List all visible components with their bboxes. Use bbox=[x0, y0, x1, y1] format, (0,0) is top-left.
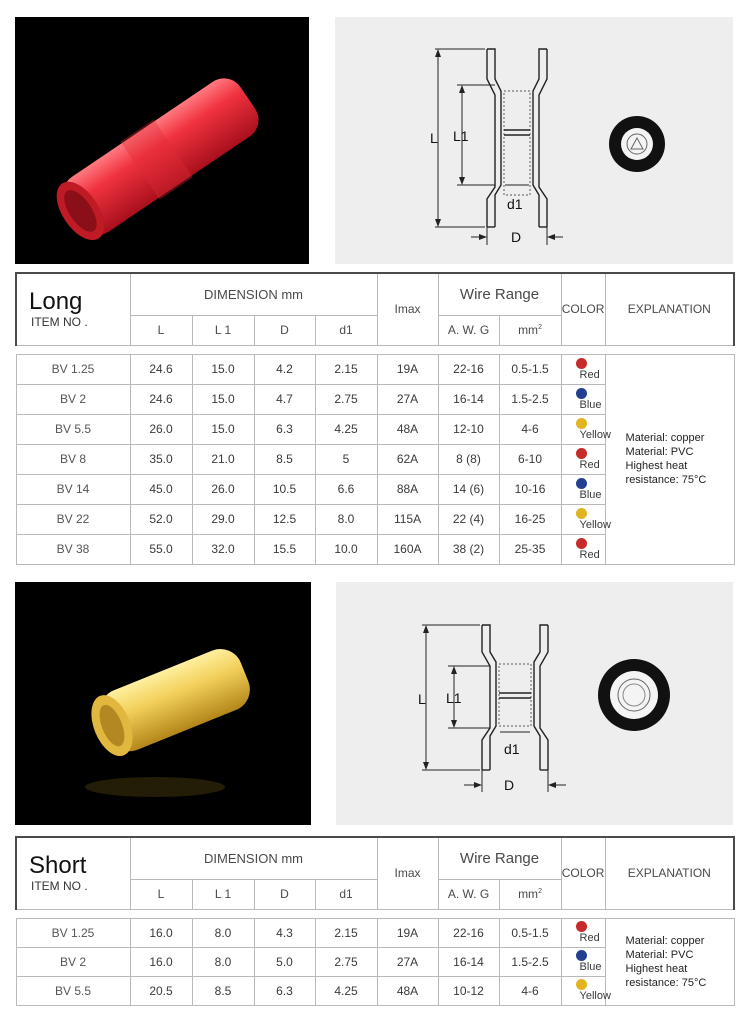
cell-l: 24.6 bbox=[130, 354, 192, 384]
label-L: L bbox=[418, 691, 426, 707]
imax-header: Imax bbox=[377, 273, 438, 345]
spec-table-long bbox=[15, 272, 735, 565]
dimension-header: DIMENSION mm bbox=[130, 273, 377, 315]
explanation-cell bbox=[605, 354, 734, 564]
technical-drawing-short bbox=[336, 582, 733, 825]
color-dot-icon bbox=[576, 979, 587, 990]
color-dot-icon bbox=[576, 478, 587, 489]
color-cell bbox=[561, 444, 605, 474]
cell-mm2: 1.5-2.5 bbox=[499, 947, 561, 976]
cell-d1: 2.75 bbox=[315, 384, 377, 414]
cell-l: 24.6 bbox=[130, 384, 192, 414]
imax-header: Imax bbox=[377, 837, 438, 909]
cell-l: 45.0 bbox=[130, 474, 192, 504]
cell-d1: 4.25 bbox=[315, 414, 377, 444]
cell-imax: 19A bbox=[377, 354, 438, 384]
section-title: Short bbox=[29, 852, 87, 880]
label-d1: d1 bbox=[507, 196, 523, 212]
cell-imax: 88A bbox=[377, 474, 438, 504]
color-cell bbox=[561, 504, 611, 534]
item-cell: BV 2 bbox=[16, 384, 130, 414]
explanation-line: resistance: 75°C bbox=[625, 474, 707, 486]
col-d1: d1 bbox=[315, 879, 377, 909]
color-dot-icon bbox=[576, 921, 587, 932]
spec-table-short bbox=[15, 836, 735, 1006]
item-cell: BV 2 bbox=[16, 947, 130, 976]
cell-awg: 10-12 bbox=[438, 976, 499, 1005]
color-label: Blue bbox=[579, 398, 602, 411]
cell-d1: 5 bbox=[315, 444, 377, 474]
col-D: D bbox=[254, 879, 315, 909]
cell-awg: 22 (4) bbox=[438, 504, 499, 534]
item-cell: BV 5.5 bbox=[16, 414, 130, 444]
label-L: L bbox=[430, 130, 438, 146]
color-label: Red bbox=[579, 458, 600, 471]
cell-l1: 32.0 bbox=[192, 534, 254, 564]
explanation-line: Material: copper bbox=[625, 934, 705, 947]
item-cell: BV 14 bbox=[16, 474, 130, 504]
cell-l1: 15.0 bbox=[192, 384, 254, 414]
color-label: Red bbox=[579, 932, 600, 944]
cell-imax: 48A bbox=[377, 976, 438, 1005]
cell-d: 10.5 bbox=[254, 474, 315, 504]
cell-imax: 62A bbox=[377, 444, 438, 474]
color-dot-icon bbox=[576, 950, 587, 961]
color-cell bbox=[561, 976, 611, 1005]
cell-awg: 22-16 bbox=[438, 354, 499, 384]
cell-mm2: 0.5-1.5 bbox=[499, 354, 561, 384]
color-dot-icon bbox=[576, 418, 587, 429]
color-header: COLOR bbox=[561, 837, 605, 909]
explanation-line: resistance: 75°C bbox=[625, 976, 707, 989]
cell-mm2: 6-10 bbox=[499, 444, 561, 474]
product-photo-red-connector bbox=[15, 17, 309, 264]
cell-d: 4.2 bbox=[254, 354, 315, 384]
item-no-header bbox=[16, 837, 130, 909]
col-L: L bbox=[130, 315, 192, 345]
color-label: Yellow bbox=[579, 428, 611, 441]
color-dot-icon bbox=[576, 538, 587, 549]
cell-l1: 29.0 bbox=[192, 504, 254, 534]
item-cell: BV 8 bbox=[16, 444, 130, 474]
explanation-header: EXPLANATION bbox=[605, 837, 734, 909]
cell-mm2: 16-25 bbox=[499, 504, 561, 534]
cell-imax: 27A bbox=[377, 947, 438, 976]
color-cell bbox=[561, 534, 605, 564]
color-cell bbox=[561, 918, 605, 947]
cell-l1: 8.0 bbox=[192, 918, 254, 947]
cell-l: 16.0 bbox=[130, 918, 192, 947]
cell-d1: 10.0 bbox=[315, 534, 377, 564]
cell-imax: 48A bbox=[377, 414, 438, 444]
end-view-icon bbox=[598, 659, 670, 731]
cell-mm2: 0.5-1.5 bbox=[499, 918, 561, 947]
color-label: Blue bbox=[579, 961, 602, 973]
color-dot-icon bbox=[576, 508, 587, 519]
cell-mm2: 25-35 bbox=[499, 534, 561, 564]
cell-imax: 115A bbox=[377, 504, 438, 534]
explanation-line: Material: PVC bbox=[625, 948, 694, 961]
cell-l1: 8.0 bbox=[192, 947, 254, 976]
cell-d1: 6.6 bbox=[315, 474, 377, 504]
item-cell: BV 22 bbox=[16, 504, 130, 534]
item-cell: BV 38 bbox=[16, 534, 130, 564]
mm-label: mm bbox=[518, 323, 539, 337]
mm-superscript: 2 bbox=[538, 888, 542, 895]
color-label: Yellow bbox=[579, 990, 611, 1002]
cell-d: 6.3 bbox=[254, 414, 315, 444]
color-dot-icon bbox=[576, 388, 587, 399]
dimension-header: DIMENSION mm bbox=[130, 837, 377, 879]
cell-l: 26.0 bbox=[130, 414, 192, 444]
color-dot-icon bbox=[576, 448, 587, 459]
wire-range-header: Wire Range bbox=[438, 273, 561, 315]
col-L1: L 1 bbox=[192, 879, 254, 909]
item-no-header bbox=[16, 273, 130, 345]
col-awg: A. W. G bbox=[438, 315, 499, 345]
color-cell bbox=[561, 474, 605, 504]
cell-d: 12.5 bbox=[254, 504, 315, 534]
section-title: Long bbox=[29, 288, 83, 316]
explanation-cell bbox=[605, 918, 734, 1005]
explanation-line: Material: copper bbox=[625, 432, 705, 444]
cell-d: 8.5 bbox=[254, 444, 315, 474]
cell-imax: 19A bbox=[377, 918, 438, 947]
explanation-line: Material: PVC bbox=[625, 446, 694, 458]
cell-d1: 8.0 bbox=[315, 504, 377, 534]
cell-awg: 16-14 bbox=[438, 384, 499, 414]
cell-imax: 27A bbox=[377, 384, 438, 414]
cell-l: 35.0 bbox=[130, 444, 192, 474]
label-L1: L1 bbox=[446, 690, 462, 706]
explanation-line: Highest heat bbox=[625, 460, 688, 472]
color-label: Blue bbox=[579, 488, 602, 501]
col-mm2 bbox=[499, 879, 561, 909]
cell-l1: 26.0 bbox=[192, 474, 254, 504]
cell-awg: 8 (8) bbox=[438, 444, 499, 474]
cell-d: 6.3 bbox=[254, 976, 315, 1005]
cell-d: 4.7 bbox=[254, 384, 315, 414]
color-header: COLOR bbox=[561, 273, 605, 345]
explanation-line: Highest heat bbox=[625, 962, 688, 975]
col-L: L bbox=[130, 879, 192, 909]
cell-mm2: 10-16 bbox=[499, 474, 561, 504]
cell-d1: 4.25 bbox=[315, 976, 377, 1005]
cell-d: 5.0 bbox=[254, 947, 315, 976]
cell-awg: 14 (6) bbox=[438, 474, 499, 504]
technical-drawing-long bbox=[335, 17, 733, 264]
cell-mm2: 4-6 bbox=[499, 976, 561, 1005]
cell-l1: 8.5 bbox=[192, 976, 254, 1005]
cell-awg: 16-14 bbox=[438, 947, 499, 976]
end-view-icon bbox=[609, 116, 665, 172]
cell-l: 52.0 bbox=[130, 504, 192, 534]
col-mm2 bbox=[499, 315, 561, 345]
cell-mm2: 1.5-2.5 bbox=[499, 384, 561, 414]
cell-mm2: 4-6 bbox=[499, 414, 561, 444]
table-row bbox=[16, 354, 734, 384]
cell-d: 4.3 bbox=[254, 918, 315, 947]
item-no-label: ITEM NO . bbox=[31, 879, 88, 894]
wire-range-header: Wire Range bbox=[438, 837, 561, 879]
cell-l: 20.5 bbox=[130, 976, 192, 1005]
cell-d1: 2.15 bbox=[315, 918, 377, 947]
label-D: D bbox=[511, 229, 522, 245]
item-no-label: ITEM NO . bbox=[31, 315, 88, 330]
cell-l: 16.0 bbox=[130, 947, 192, 976]
color-cell bbox=[561, 354, 605, 384]
cell-d1: 2.75 bbox=[315, 947, 377, 976]
color-cell bbox=[561, 414, 611, 444]
cell-imax: 160A bbox=[377, 534, 438, 564]
cell-l1: 15.0 bbox=[192, 354, 254, 384]
cell-l1: 15.0 bbox=[192, 414, 254, 444]
explanation-header: EXPLANATION bbox=[605, 273, 734, 345]
color-label: Yellow bbox=[579, 518, 611, 531]
col-D: D bbox=[254, 315, 315, 345]
col-awg: A. W. G bbox=[438, 879, 499, 909]
cell-d1: 2.15 bbox=[315, 354, 377, 384]
col-L1: L 1 bbox=[192, 315, 254, 345]
mm-superscript: 2 bbox=[538, 324, 542, 331]
table-row bbox=[16, 918, 734, 947]
col-d1: d1 bbox=[315, 315, 377, 345]
cell-d: 15.5 bbox=[254, 534, 315, 564]
cell-awg: 12-10 bbox=[438, 414, 499, 444]
color-dot-icon bbox=[576, 358, 587, 369]
label-d1: d1 bbox=[504, 741, 520, 757]
color-cell bbox=[561, 947, 605, 976]
mm-label: mm bbox=[518, 887, 539, 901]
color-label: Red bbox=[579, 368, 600, 381]
product-photo-yellow-connector bbox=[15, 582, 311, 825]
cell-l1: 21.0 bbox=[192, 444, 254, 474]
cell-awg: 22-16 bbox=[438, 918, 499, 947]
item-cell: BV 1.25 bbox=[16, 918, 130, 947]
label-L1: L1 bbox=[453, 128, 469, 144]
yellow-butt-connector-image bbox=[15, 582, 311, 825]
color-label: Red bbox=[579, 548, 600, 561]
red-butt-connector-image bbox=[15, 17, 309, 264]
label-D: D bbox=[504, 777, 515, 793]
cell-awg: 38 (2) bbox=[438, 534, 499, 564]
cell-l: 55.0 bbox=[130, 534, 192, 564]
item-cell: BV 5.5 bbox=[16, 976, 130, 1005]
item-cell: BV 1.25 bbox=[16, 354, 130, 384]
color-cell bbox=[561, 384, 605, 414]
